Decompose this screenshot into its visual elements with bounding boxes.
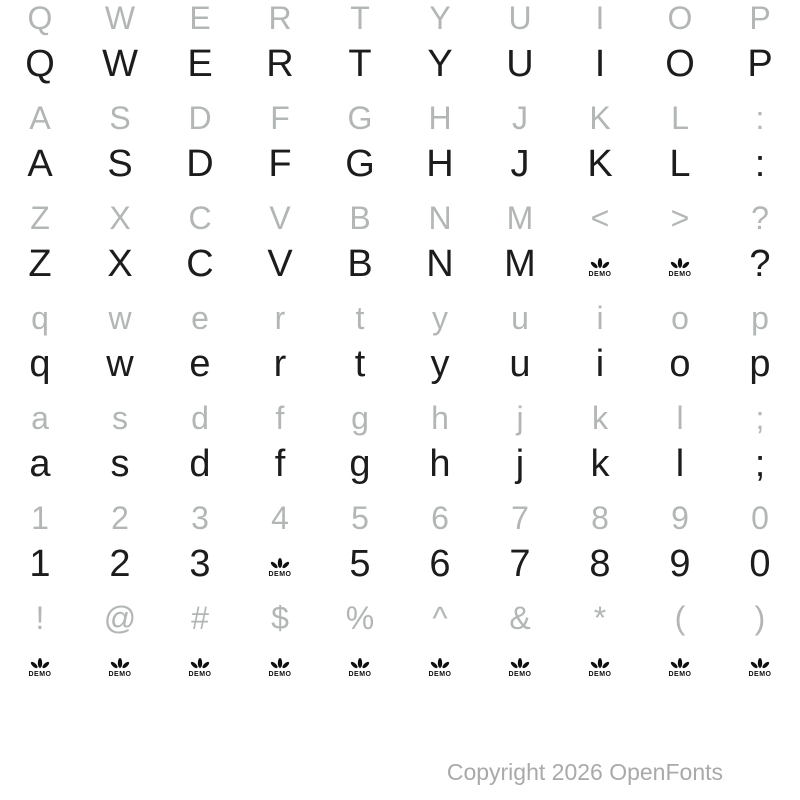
demo-badge-label: DEMO (108, 671, 132, 678)
glyph-cell: w (106, 343, 134, 385)
glyph-cell: G (345, 143, 375, 185)
glyph-cell: 3 (189, 543, 211, 585)
glyph-cell: 9 (669, 543, 691, 585)
preview-glyph-cell: V (269, 200, 291, 236)
glyph-cell: h (429, 443, 451, 485)
preview-row (0, 0, 800, 36)
preview-glyph-cell: Y (429, 0, 451, 36)
demo-glyph-cell (240, 636, 320, 692)
demo-badge-label: DEMO (428, 671, 452, 678)
preview-glyph-cell: t (355, 300, 365, 336)
demo-badge-label: DEMO (668, 271, 692, 278)
glyph-cell: 1 (29, 543, 51, 585)
demo-font-row (0, 636, 800, 692)
glyph-cell: d (189, 443, 211, 485)
preview-glyph-cell: 5 (351, 500, 369, 536)
glyph-cell: T (348, 43, 372, 85)
preview-glyph-cell: C (188, 200, 212, 236)
preview-glyph-cell: 4 (271, 500, 289, 536)
three-petal-splash-icon (30, 657, 50, 670)
glyph-cell: a (29, 443, 51, 485)
glyph-cell: U (506, 43, 534, 85)
preview-glyph-cell: f (275, 400, 285, 436)
three-petal-splash-icon (670, 257, 690, 270)
demo-glyph-cell (640, 636, 720, 692)
glyph-cell: F (268, 143, 292, 185)
preview-glyph-cell: W (104, 0, 136, 36)
demo-restricted-glyph (29, 657, 52, 678)
preview-glyph-cell: h (431, 400, 449, 436)
copyright-text: Copyright 2026 OpenFonts (446, 759, 723, 785)
three-petal-splash-icon (670, 657, 690, 670)
glyph-cell: R (266, 43, 294, 85)
glyph-cell: A (27, 143, 53, 185)
three-petal-splash-icon (190, 657, 210, 670)
preview-glyph-cell: d (191, 400, 209, 436)
demo-badge-label: DEMO (348, 671, 372, 678)
glyph-cell: s (110, 443, 130, 485)
glyph-row-pair-5 (0, 500, 800, 600)
demo-restricted-glyph (269, 657, 292, 678)
glyph-cell: W (102, 43, 138, 85)
demo-font-row (0, 536, 800, 592)
demo-glyph-cell (640, 236, 720, 292)
glyph-cell: f (274, 443, 286, 485)
preview-glyph-cell: ( (674, 600, 686, 636)
demo-font-row (0, 36, 800, 92)
demo-restricted-glyph (509, 657, 532, 678)
preview-glyph-cell: K (589, 100, 611, 136)
glyph-row-pair-4 (0, 400, 800, 500)
preview-row (0, 500, 800, 536)
demo-glyph-cell (560, 636, 640, 692)
preview-glyph-cell: w (108, 300, 132, 336)
preview-glyph-cell: q (31, 300, 49, 336)
three-petal-splash-icon (110, 657, 130, 670)
preview-glyph-cell: E (189, 0, 211, 36)
demo-glyph-cell (240, 536, 320, 592)
demo-glyph-cell (480, 636, 560, 692)
preview-row (0, 200, 800, 236)
preview-row (0, 600, 800, 636)
three-petal-splash-icon (430, 657, 450, 670)
preview-glyph-cell: Z (30, 200, 50, 236)
demo-glyph-cell (560, 236, 640, 292)
preview-glyph-cell: A (29, 100, 51, 136)
preview-glyph-cell: r (274, 300, 286, 336)
three-petal-splash-icon (750, 657, 770, 670)
glyph-cell: 6 (429, 543, 451, 585)
glyph-cell: Q (25, 43, 55, 85)
glyph-cell: L (669, 143, 691, 185)
demo-font-row (0, 436, 800, 492)
glyph-cell: H (426, 143, 454, 185)
demo-badge-label: DEMO (28, 671, 52, 678)
glyph-cell: 0 (749, 543, 771, 585)
demo-badge-label: DEMO (668, 671, 692, 678)
preview-glyph-cell: l (676, 400, 684, 436)
three-petal-splash-icon (270, 657, 290, 670)
glyph-cell: q (29, 343, 51, 385)
preview-glyph-cell: j (516, 400, 524, 436)
glyph-cell: o (669, 343, 691, 385)
demo-restricted-glyph (269, 557, 292, 578)
preview-glyph-cell: 1 (31, 500, 49, 536)
three-petal-splash-icon (590, 257, 610, 270)
demo-restricted-glyph (589, 657, 612, 678)
glyph-row-pair-6 (0, 600, 800, 700)
demo-badge-label: DEMO (268, 671, 292, 678)
demo-glyph-cell (0, 636, 80, 692)
preview-glyph-cell: ! (35, 600, 45, 636)
demo-glyph-cell (720, 636, 800, 692)
preview-glyph-cell: J (512, 100, 528, 136)
demo-font-row (0, 236, 800, 292)
preview-glyph-cell: F (270, 100, 290, 136)
demo-badge-label: DEMO (588, 671, 612, 678)
preview-glyph-cell: % (345, 600, 375, 636)
glyph-cell: N (426, 243, 454, 285)
glyph-cell: 7 (509, 543, 531, 585)
demo-glyph-cell (80, 636, 160, 692)
demo-badge-label: DEMO (268, 571, 292, 578)
preview-glyph-cell: p (751, 300, 769, 336)
demo-restricted-glyph (669, 257, 692, 278)
preview-glyph-cell: L (671, 100, 689, 136)
glyph-cell: M (504, 243, 536, 285)
preview-glyph-cell: 3 (191, 500, 209, 536)
glyph-cell: Z (28, 243, 52, 285)
demo-restricted-glyph (589, 257, 612, 278)
preview-glyph-cell: 6 (431, 500, 449, 536)
glyph-cell: k (590, 443, 610, 485)
glyph-cell: j (515, 443, 525, 485)
preview-glyph-cell: # (191, 600, 209, 636)
preview-glyph-cell: O (667, 0, 693, 36)
preview-glyph-cell: 8 (591, 500, 609, 536)
preview-glyph-cell: U (508, 0, 532, 36)
glyph-cell: i (595, 343, 605, 385)
preview-glyph-cell: ^ (432, 600, 448, 636)
glyph-cell: ? (749, 243, 771, 285)
glyph-cell: J (510, 143, 530, 185)
preview-glyph-cell: & (509, 600, 531, 636)
preview-glyph-cell: i (596, 300, 604, 336)
preview-glyph-cell: M (506, 200, 534, 236)
demo-restricted-glyph (109, 657, 132, 678)
demo-glyph-cell (320, 636, 400, 692)
glyph-cell: g (349, 443, 371, 485)
preview-glyph-cell: 7 (511, 500, 529, 536)
preview-glyph-cell: s (112, 400, 128, 436)
glyph-cell: l (675, 443, 685, 485)
glyph-cell: B (347, 243, 373, 285)
preview-glyph-cell: : (755, 100, 765, 136)
glyph-cell: V (267, 243, 293, 285)
glyph-cell: 8 (589, 543, 611, 585)
glyph-cell: e (189, 343, 211, 385)
glyph-cell: r (273, 343, 287, 385)
preview-glyph-cell: y (432, 300, 448, 336)
preview-glyph-cell: D (188, 100, 212, 136)
preview-glyph-cell: 2 (111, 500, 129, 536)
preview-glyph-cell: < (590, 200, 610, 236)
preview-row (0, 300, 800, 336)
demo-glyph-cell (400, 636, 480, 692)
preview-glyph-cell: H (428, 100, 452, 136)
demo-font-row (0, 136, 800, 192)
demo-restricted-glyph (349, 657, 372, 678)
glyph-cell: O (665, 43, 695, 85)
glyph-cell: K (587, 143, 613, 185)
glyph-cell: 2 (109, 543, 131, 585)
glyph-row-pair-0 (0, 0, 800, 100)
preview-glyph-cell: X (109, 200, 131, 236)
preview-glyph-cell: @ (103, 600, 137, 636)
preview-glyph-cell: P (749, 0, 771, 36)
preview-glyph-cell: I (595, 0, 605, 36)
demo-restricted-glyph (429, 657, 452, 678)
preview-glyph-cell: S (109, 100, 131, 136)
preview-glyph-cell: N (428, 200, 452, 236)
glyph-cell: : (754, 143, 766, 185)
demo-badge-label: DEMO (188, 671, 212, 678)
preview-glyph-cell: o (671, 300, 689, 336)
preview-glyph-cell: * (593, 600, 607, 636)
glyph-cell: u (509, 343, 531, 385)
glyph-cell: y (430, 343, 450, 385)
glyph-cell: Y (427, 43, 453, 85)
preview-glyph-cell: ) (754, 600, 766, 636)
three-petal-splash-icon (590, 657, 610, 670)
three-petal-splash-icon (270, 557, 290, 570)
glyph-cell: E (187, 43, 213, 85)
preview-glyph-cell: Q (27, 0, 53, 36)
glyph-cell: X (107, 243, 133, 285)
demo-glyph-cell (160, 636, 240, 692)
demo-restricted-glyph (189, 657, 212, 678)
demo-badge-label: DEMO (748, 671, 772, 678)
preview-glyph-cell: $ (271, 600, 289, 636)
preview-glyph-cell: g (351, 400, 369, 436)
glyph-row-pair-3 (0, 300, 800, 400)
preview-glyph-cell: R (268, 0, 292, 36)
demo-restricted-glyph (749, 657, 772, 678)
preview-glyph-cell: T (350, 0, 370, 36)
glyph-cell: I (594, 43, 606, 85)
preview-glyph-cell: > (670, 200, 690, 236)
preview-row (0, 100, 800, 136)
glyph-row-pair-2 (0, 200, 800, 300)
preview-glyph-cell: k (592, 400, 608, 436)
preview-glyph-cell: ; (755, 400, 765, 436)
glyph-cell: t (354, 343, 366, 385)
demo-badge-label: DEMO (588, 271, 612, 278)
preview-glyph-cell: e (191, 300, 209, 336)
glyph-cell: S (107, 143, 133, 185)
preview-glyph-cell: B (349, 200, 371, 236)
three-petal-splash-icon (510, 657, 530, 670)
glyph-cell: p (749, 343, 771, 385)
glyph-cell: ; (754, 443, 766, 485)
demo-badge-label: DEMO (508, 671, 532, 678)
glyph-cell: D (186, 143, 214, 185)
glyph-cell: C (186, 243, 214, 285)
three-petal-splash-icon (350, 657, 370, 670)
glyph-cell: P (747, 43, 773, 85)
demo-restricted-glyph (669, 657, 692, 678)
demo-font-row (0, 336, 800, 392)
glyph-cell: 5 (349, 543, 371, 585)
preview-glyph-cell: u (511, 300, 529, 336)
preview-glyph-cell: 0 (751, 500, 769, 536)
glyph-row-pair-1 (0, 100, 800, 200)
preview-glyph-cell: a (31, 400, 49, 436)
preview-glyph-cell: G (347, 100, 373, 136)
preview-row (0, 400, 800, 436)
preview-glyph-cell: 9 (671, 500, 689, 536)
preview-glyph-cell: ? (751, 200, 769, 236)
